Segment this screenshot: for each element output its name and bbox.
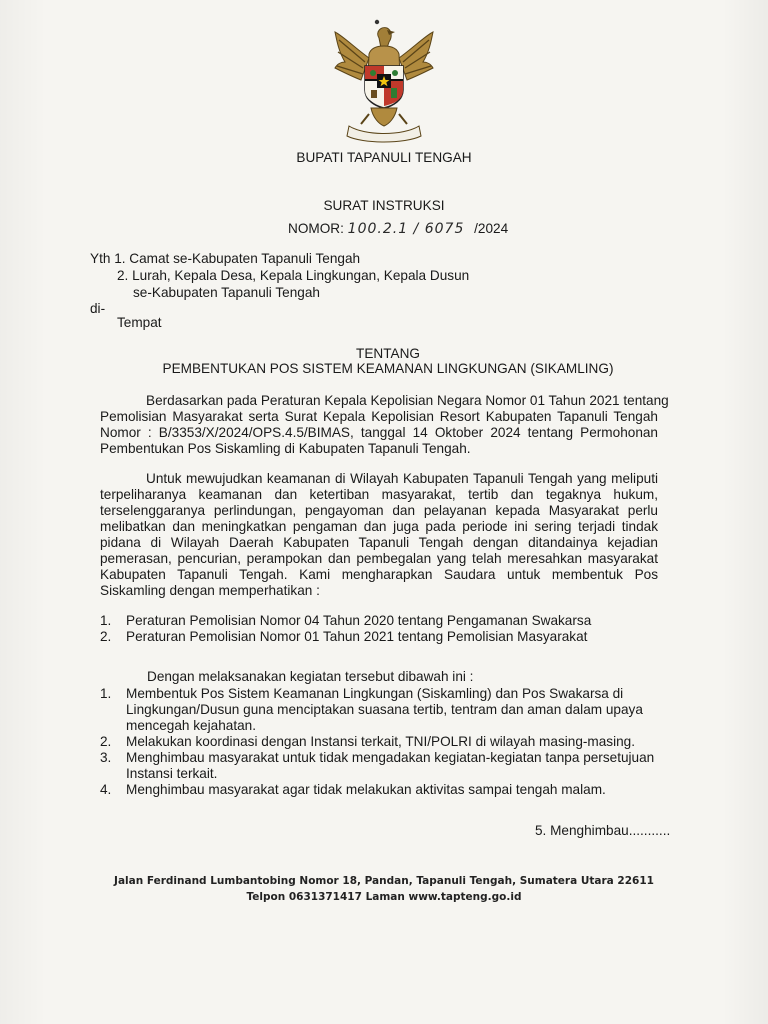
paragraph-1 — [100, 393, 669, 457]
list-number: 1. — [100, 686, 112, 701]
document-number — [288, 221, 508, 237]
paragraph-line: Pemolisian Masyarakat serta Surat Kepala Kepolisian Resort Kabupaten Tapanuli Tengah — [100, 409, 658, 424]
institution-title: BUPATI TAPANULI TENGAH — [296, 150, 472, 165]
number-label: NOMOR: — [288, 221, 344, 236]
paragraph-line: Kabupaten Tapanuli Tengah. Kami mengharapkan Saudara untuk membentuk Pos — [100, 567, 658, 582]
list-item — [100, 782, 660, 798]
paragraph-line: melibatkan dan meningkatkan pengaman dan juga pada periode ini sering terjadi tindak — [100, 519, 658, 534]
recipient-item-1: 1. Camat se-Kabupaten Tapanuli Tengah — [114, 251, 361, 266]
paragraph-line: Berdasarkan pada Peraturan Kepala Kepolisian Negara Nomor 01 Tahun 2021 tentang — [146, 393, 669, 408]
number-year: /2024 — [474, 221, 509, 236]
footer-contact: Telpon 0631371417 Laman www.tapteng.go.id — [246, 891, 522, 903]
subject-title: PEMBENTUKAN POS SISTEM KEAMANAN LINGKUNGAN (SIKAMLING) — [162, 361, 614, 376]
recipient-item-2-cont: se-Kabupaten Tapanuli Tengah — [133, 285, 320, 300]
list-text: Peraturan Pemolisian Nomor 01 Tahun 2021 tentang Pemolisian Masyarakat — [126, 629, 588, 644]
paragraph-line: Pembentukan Pos Siskamling di Kabupaten Tapanuli Tengah. — [100, 441, 471, 456]
list-number: 1. — [100, 613, 112, 628]
list-text: Membentuk Pos Sistem Keamanan Lingkungan (Siskamling) dan Pos Swakarsa di — [126, 686, 624, 701]
paragraph-2 — [100, 471, 658, 599]
di-label: di- — [90, 301, 106, 316]
list-text: Menghimbau masyarakat agar tidak melakukan aktivitas sampai tengah malam. — [126, 782, 606, 797]
list-item — [100, 750, 660, 782]
paragraph-line: Nomor : B/3353/X/2024/OPS.4.5/BIMAS, tanggal 14 Oktober 2024 tentang Permohonan — [100, 425, 658, 440]
document-type: SURAT INSTRUKSI — [323, 198, 445, 213]
list-text: Menghimbau masyarakat untuk tidak mengadakan kegiatan-kegiatan tanpa persetujuan — [126, 750, 655, 765]
garuda-emblem — [325, 18, 443, 146]
activities-intro: Dengan melaksanakan kegiatan tersebut dibawah ini : — [147, 669, 474, 684]
list-number: 2. — [100, 629, 112, 644]
recipient-line-1 — [90, 251, 360, 267]
list-item — [100, 734, 660, 750]
list-item — [100, 686, 660, 734]
list-text: Lingkungan/Dusun guna menciptakan suasana tertib, tentram dan aman dalam upaya — [126, 702, 643, 717]
paragraph-line: pemerasan, pencurian, perampokan dan pembegalan yang telah meresahkan masyarakat — [100, 551, 658, 566]
list-number: 2. — [100, 734, 112, 749]
list-text: Instansi terkait. — [126, 766, 218, 781]
paragraph-line: Untuk mewujudkan keamanan di Wilayah Kabupaten Tapanuli Tengah yang meliputi — [146, 471, 658, 486]
activities-list — [100, 686, 660, 798]
subject-label: TENTANG — [356, 346, 420, 361]
number-handwritten: 100.2.1 / 6075 — [347, 221, 465, 237]
paragraph-line: terpeliharanya keamanan dan ketertiban masyarakat, tertib dan tegaknya hukum, — [100, 487, 658, 502]
continuation-note: 5. Menghimbau........... — [535, 823, 671, 838]
list-item — [100, 629, 660, 645]
regulations-list — [100, 613, 660, 645]
list-text: Peraturan Pemolisian Nomor 04 Tahun 2020 tentang Pengamanan Swakarsa — [126, 613, 592, 628]
list-text: mencegah kejahatan. — [126, 718, 256, 733]
tempat-label: Tempat — [117, 315, 162, 330]
list-number: 4. — [100, 782, 112, 797]
paragraph-line: terselenggaranya perlindungan, pengayoman dan pelayanan kepada Masyarakat perlu — [100, 503, 658, 518]
list-item — [100, 613, 660, 629]
yth-label: Yth — [90, 251, 111, 266]
recipient-item-2: 2. Lurah, Kepala Desa, Kepala Lingkungan, Kepala Dusun — [117, 268, 470, 283]
list-text: Melakukan koordinasi dengan Instansi terkait, TNI/POLRI di wilayah masing-masing. — [126, 734, 636, 749]
paragraph-line: pidana di Wilayah Daerah Kabupaten Tapanuli Tengah dengan ditandainya kejadian — [100, 535, 658, 550]
paragraph-line: Siskamling dengan memperhatikan : — [100, 583, 320, 598]
list-number: 3. — [100, 750, 112, 765]
footer-address: Jalan Ferdinand Lumbantobing Nomor 18, Pandan, Tapanuli Tengah, Sumatera Utara 22611 — [114, 875, 654, 887]
